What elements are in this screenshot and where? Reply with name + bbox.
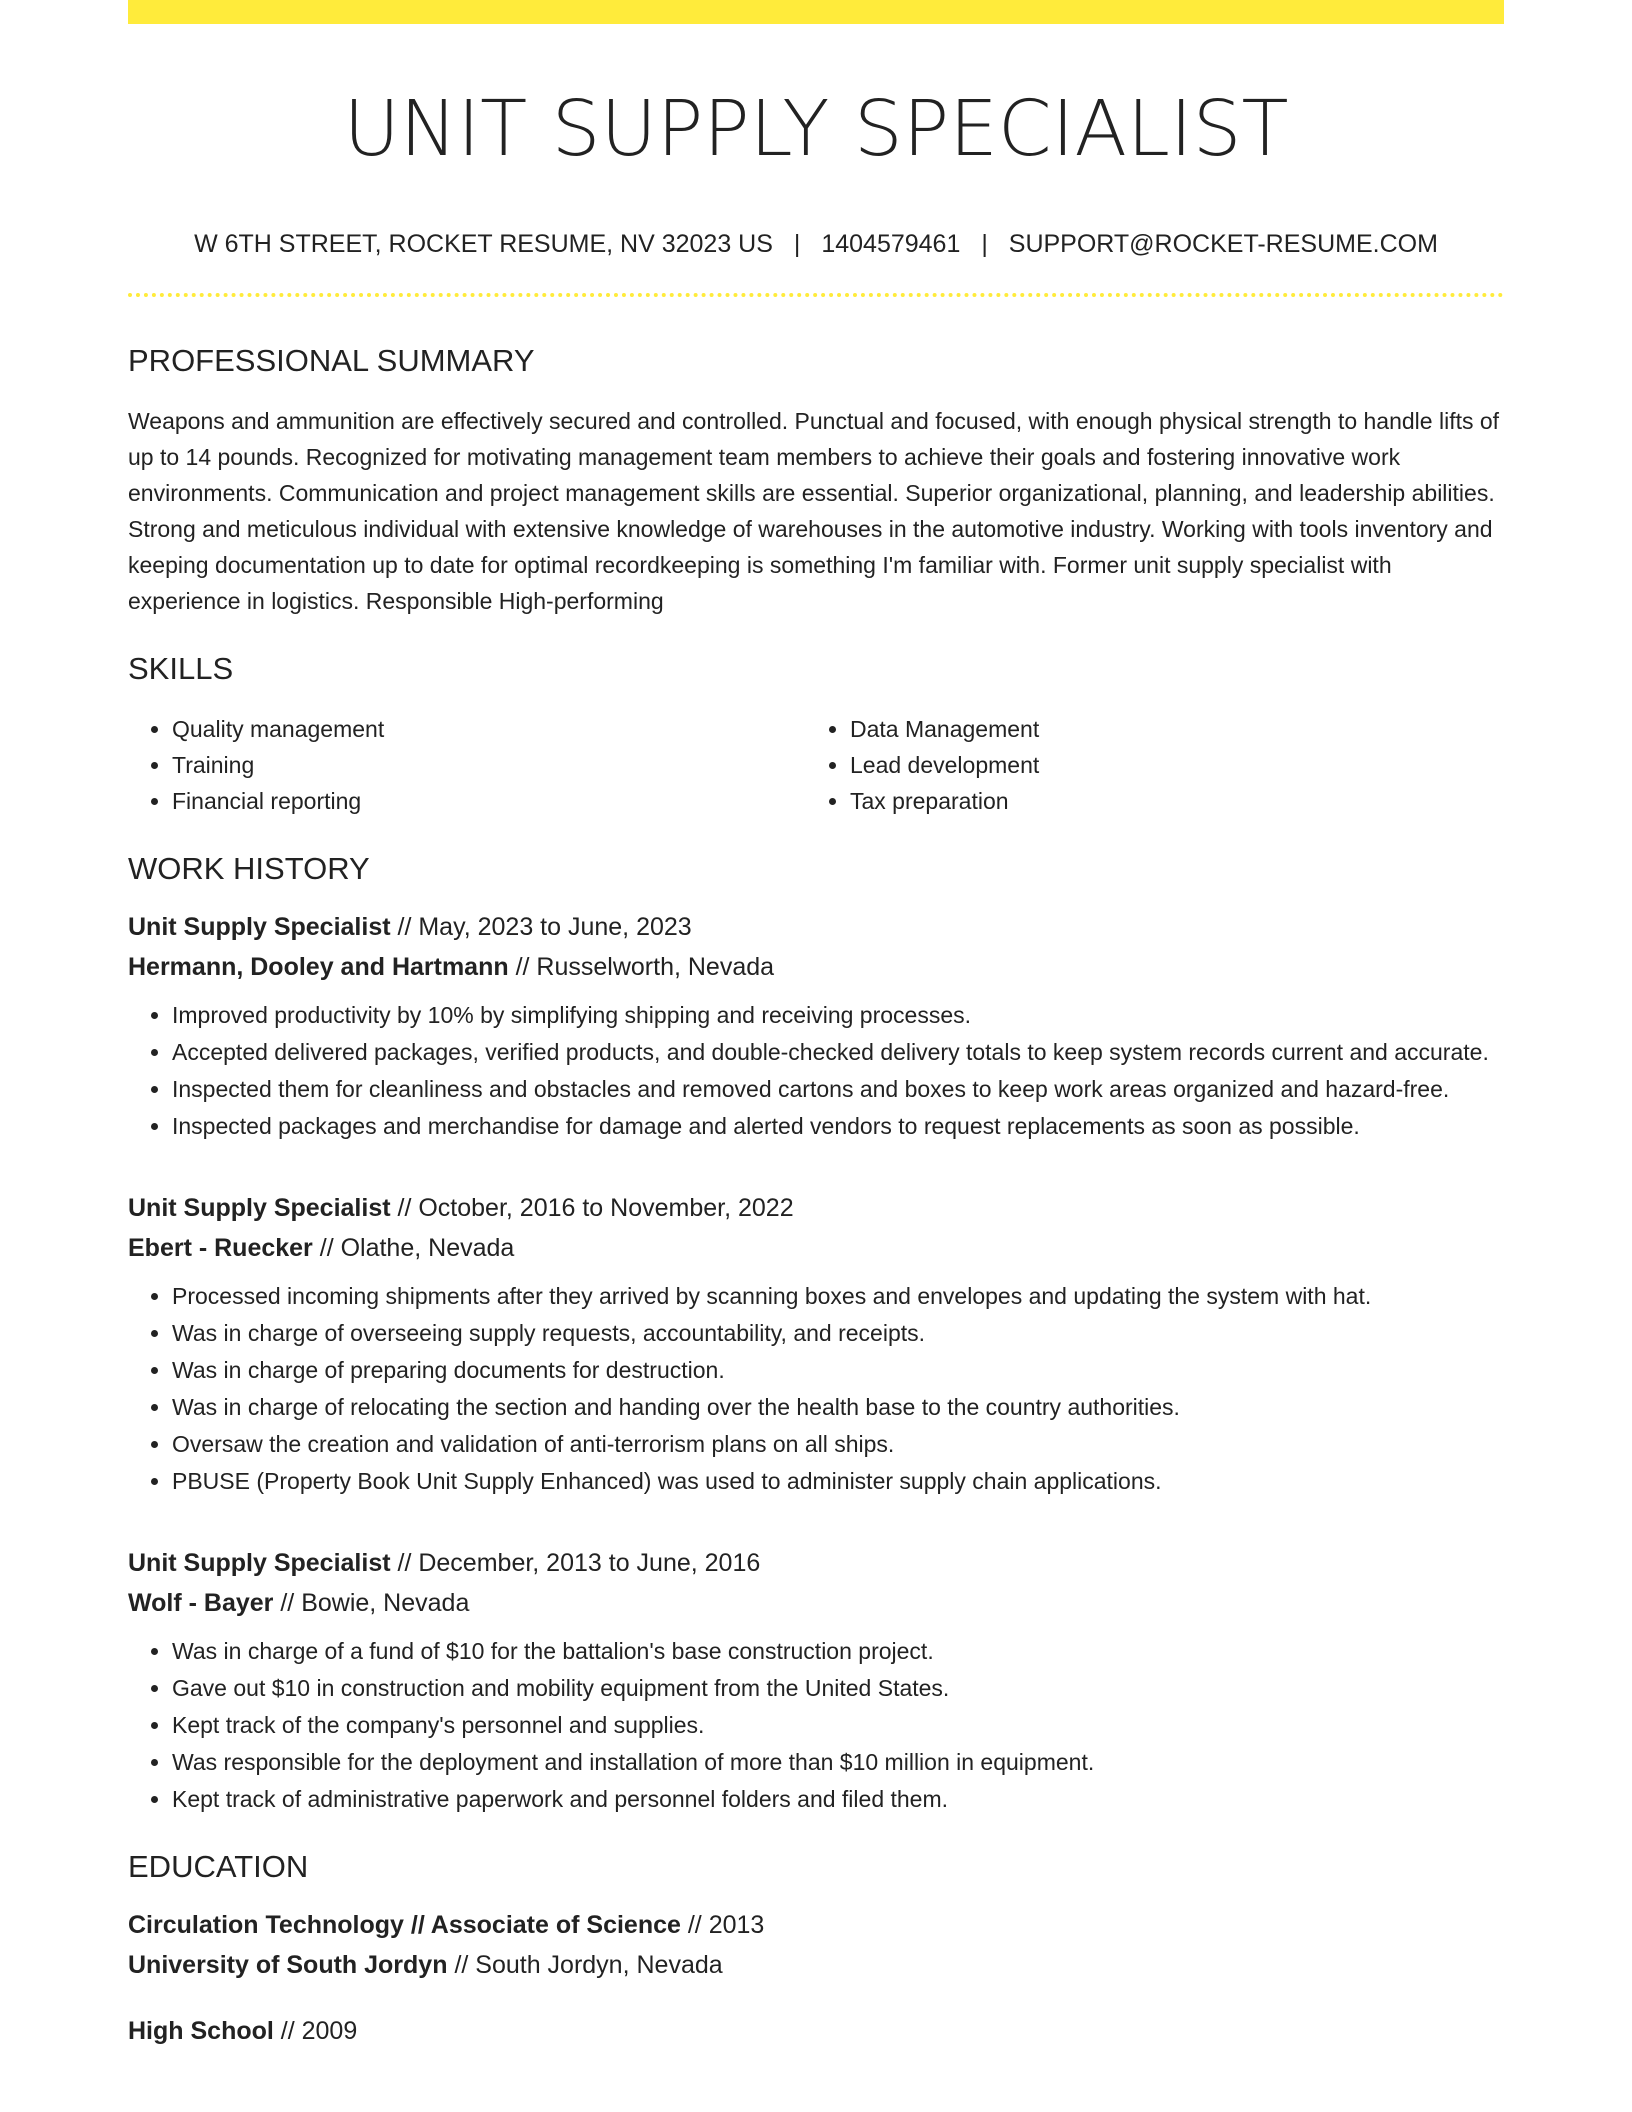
job-role-line	[128, 1543, 1504, 1583]
job-role: Unit Supply Specialist	[128, 913, 391, 942]
job-dates: // October, 2016 to November, 2022	[397, 1194, 794, 1223]
list-item: • Was in charge of a fund of $10 for the battalion's base construction project.	[172, 1633, 1504, 1669]
education-school: University of South Jordyn	[128, 1951, 448, 1980]
education-degree-line	[128, 1905, 1504, 1945]
job-location: // Bowie, Nevada	[280, 1589, 470, 1618]
job-company-line	[128, 1583, 1504, 1623]
skill-item: • Financial reporting	[172, 783, 806, 819]
job-entry	[128, 1188, 1504, 1499]
education-degree-line	[128, 2011, 1504, 2051]
list-item: • PBUSE (Property Book Unit Supply Enhanced) was used to administer supply chain applications.	[172, 1463, 1504, 1499]
work-history-heading: WORK HISTORY	[128, 851, 370, 887]
job-company: Wolf - Bayer	[128, 1589, 274, 1618]
list-item: • Processed incoming shipments after they arrived by scanning boxes and envelopes and updating the system with hat.	[172, 1278, 1504, 1314]
list-item: • Inspected them for cleanliness and obstacles and removed cartons and boxes to keep work areas organized and hazard-free.	[172, 1071, 1504, 1107]
job-dates: // December, 2013 to June, 2016	[397, 1549, 761, 1578]
education-degree: Circulation Technology // Associate of Science	[128, 1911, 681, 1940]
job-entry	[128, 1543, 1504, 1817]
education-school-line	[128, 1945, 1504, 1985]
job-bullets	[128, 1278, 1504, 1499]
job-bullets	[128, 1633, 1504, 1817]
contact-phone: 1404579461	[821, 230, 961, 259]
contact-separator: |	[793, 230, 801, 259]
resume-page	[128, 0, 1504, 2051]
summary-heading: PROFESSIONAL SUMMARY	[128, 343, 535, 379]
contact-address: W 6TH STREET, ROCKET RESUME, NV 32023 US	[194, 230, 773, 259]
job-dates: // May, 2023 to June, 2023	[397, 913, 692, 942]
skills-column-left	[128, 711, 806, 819]
skill-item: • Tax preparation	[850, 783, 1484, 819]
skills-list	[128, 711, 1504, 819]
education-year: // 2013	[687, 1911, 765, 1940]
education-degree: High School	[128, 2017, 274, 2046]
skill-item: • Quality management	[172, 711, 806, 747]
list-item: • Gave out $10 in construction and mobility equipment from the United States.	[172, 1670, 1504, 1706]
skills-heading: SKILLS	[128, 651, 234, 687]
education-location: // South Jordyn, Nevada	[454, 1951, 723, 1980]
skill-item: • Lead development	[850, 747, 1484, 783]
education-year: // 2009	[280, 2017, 358, 2046]
list-item: • Was in charge of overseeing supply requests, accountability, and receipts.	[172, 1315, 1504, 1351]
job-entry	[128, 907, 1504, 1144]
job-role-line	[128, 907, 1504, 947]
page-title: UNIT SUPPLY SPECIALIST	[343, 85, 1289, 174]
skills-column-right	[806, 711, 1484, 819]
job-location: // Russelworth, Nevada	[515, 953, 775, 982]
job-role: Unit Supply Specialist	[128, 1194, 391, 1223]
accent-bar	[128, 0, 1504, 24]
contact-line	[128, 230, 1504, 259]
summary-text: Weapons and ammunition are effectively secured and controlled. Punctual and focused, with enough physical strength to handle lifts of up to 14 pounds. Recognized for motivating management team members to achieve their goals and fostering innovative work environments. Communication and project management skills are essential. Superior organizational, planning, and leadership abilities. Strong and meticulous individual with extensive knowledge of warehouses in the automotive industry. Working with tools inventory and keeping documentation up to date for optimal recordkeeping is something I'm familiar with. Former unit supply specialist with experience in logistics. Responsible High-performing	[128, 408, 1500, 615]
list-item: • Kept track of the company's personnel and supplies.	[172, 1707, 1504, 1743]
job-company-line	[128, 947, 1504, 987]
job-role-line	[128, 1188, 1504, 1228]
education-entry	[128, 2011, 1504, 2051]
job-company: Ebert - Ruecker	[128, 1234, 313, 1263]
contact-email: SUPPORT@ROCKET-RESUME.COM	[1008, 230, 1438, 259]
list-item: • Accepted delivered packages, verified products, and double-checked delivery totals to keep system records current and accurate.	[172, 1034, 1504, 1070]
job-company: Hermann, Dooley and Hartmann	[128, 953, 509, 982]
list-item: • Kept track of administrative paperwork and personnel folders and filed them.	[172, 1781, 1504, 1817]
job-bullets	[128, 997, 1504, 1144]
education-heading: EDUCATION	[128, 1849, 309, 1885]
contact-separator: |	[981, 230, 988, 259]
skill-item: • Training	[172, 747, 806, 783]
list-item: • Was in charge of relocating the section and handing over the health base to the country authorities.	[172, 1389, 1504, 1425]
divider	[128, 293, 1504, 297]
job-company-line	[128, 1228, 1504, 1268]
list-item: • Was in charge of preparing documents for destruction.	[172, 1352, 1504, 1388]
job-role: Unit Supply Specialist	[128, 1549, 391, 1578]
list-item: • Oversaw the creation and validation of anti-terrorism plans on all ships.	[172, 1426, 1504, 1462]
skill-item: • Data Management	[850, 711, 1484, 747]
education-entry	[128, 1905, 1504, 1985]
list-item: • Improved productivity by 10% by simplifying shipping and receiving processes.	[172, 997, 1504, 1033]
list-item: • Was responsible for the deployment and installation of more than $10 million in equipment.	[172, 1744, 1504, 1780]
job-location: // Olathe, Nevada	[319, 1234, 515, 1263]
list-item: • Inspected packages and merchandise for damage and alerted vendors to request replacements as soon as possible.	[172, 1108, 1504, 1144]
